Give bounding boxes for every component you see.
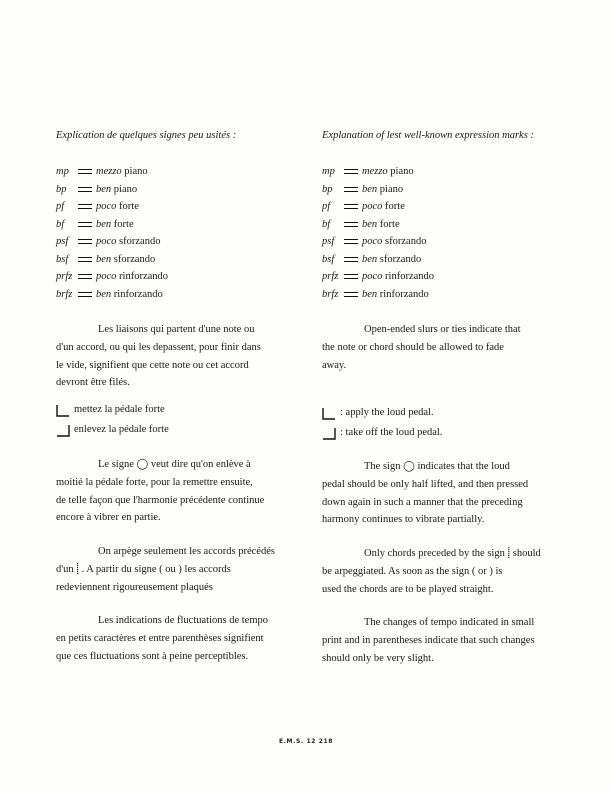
- equals-sign-icon: [344, 274, 358, 279]
- meaning-word: forte: [111, 218, 134, 230]
- abbreviation-meaning: [362, 271, 434, 282]
- abbreviation-meaning: [96, 184, 137, 195]
- equals-sign-icon: [344, 257, 358, 262]
- equals-sign-icon: [78, 222, 92, 227]
- right-half-pedal-paragraph: [322, 458, 557, 529]
- equals-sign-icon: [78, 239, 92, 244]
- abbreviation-mark: pf: [322, 201, 331, 212]
- right-half-pedal-line: pedal should be only half lifted, and then pressed: [322, 478, 529, 490]
- right-pedal-off-text: : take off the loud pedal.: [340, 427, 443, 438]
- left-tempo-paragraph: [56, 612, 289, 665]
- equals-sign-icon: [344, 169, 358, 174]
- equals-sign-icon: [78, 187, 92, 192]
- right-tempo-line: should only be very slight.: [322, 652, 434, 664]
- meaning-italic-word: ben: [96, 288, 112, 300]
- meaning-italic-word: ben: [362, 253, 378, 265]
- abbreviation-meaning: [96, 289, 163, 300]
- equals-sign-icon: [344, 292, 358, 297]
- abbreviation-meaning: [96, 236, 160, 247]
- meaning-word: piano: [377, 183, 404, 195]
- meaning-italic-word: poco: [362, 236, 383, 247]
- abbreviation-meaning: [362, 166, 414, 177]
- right-slurs-line: the note or chord should be allowed to fade: [322, 341, 504, 353]
- abbreviation-mark: bp: [322, 183, 333, 195]
- left-tempo-line: que ces fluctuations sont à peine perceptibles.: [56, 650, 249, 662]
- meaning-word: forte: [116, 201, 139, 212]
- abbreviation-meaning: [96, 166, 148, 177]
- abbreviation-mark: bsf: [322, 253, 335, 265]
- equals-sign-icon: [344, 239, 358, 244]
- abbreviation-meaning: [96, 254, 155, 265]
- meaning-italic-word: poco: [96, 271, 117, 282]
- equals-sign-icon: [78, 292, 92, 297]
- right-half-pedal-line: The sign ◯ indicates that the loud: [364, 461, 510, 472]
- abbreviation-mark: psf: [322, 236, 335, 247]
- left-pedal-on-text: mettez la pédale forte: [74, 404, 165, 415]
- left-arpeggio-line: redeviennent rigoureusement plaqués: [56, 581, 213, 593]
- abbreviation-mark: mp: [56, 166, 69, 177]
- pedal-down-icon: [56, 405, 70, 417]
- abbreviation-mark: bf: [322, 218, 331, 230]
- right-half-pedal-line: harmony continues to vibrate partially.: [322, 514, 485, 526]
- right-tempo-paragraph: [322, 614, 557, 667]
- meaning-italic-word: ben: [96, 253, 112, 265]
- left-half-pedal-line: moitié la pédale forte, pour la remettre ensuite,: [56, 476, 253, 488]
- left-arpeggio-paragraph: [56, 543, 289, 596]
- meaning-italic-word: mezzo: [362, 166, 388, 177]
- equals-sign-icon: [344, 204, 358, 209]
- meaning-italic-word: poco: [362, 271, 383, 282]
- abbreviation-meaning: [362, 254, 421, 265]
- abbreviation-meaning: [362, 236, 426, 247]
- left-arpeggio-line: On arpège seulement les accords précédés: [98, 546, 275, 557]
- meaning-word: sforzando: [111, 253, 156, 265]
- left-tempo-line: Les indications de fluctuations de tempo: [98, 615, 268, 626]
- right-slurs-line: Open-ended slurs or ties indicate that: [364, 324, 521, 335]
- meaning-italic-word: ben: [362, 218, 378, 230]
- abbreviation-mark: brfz: [322, 288, 339, 300]
- meaning-italic-word: poco: [96, 236, 117, 247]
- left-pedal-off-text: enlevez la pédale forte: [74, 424, 169, 435]
- meaning-word: rinforzando: [377, 288, 429, 300]
- meaning-word: sforzando: [116, 236, 161, 247]
- left-slurs-line: devront être filés.: [56, 377, 130, 389]
- right-arpeggio-line: used the chords are to be played straight.: [322, 583, 494, 595]
- abbreviation-mark: bf: [56, 218, 65, 230]
- equals-sign-icon: [78, 169, 92, 174]
- equals-sign-icon: [78, 274, 92, 279]
- meaning-italic-word: ben: [96, 183, 112, 195]
- left-half-pedal-line: de telle façon que l'harmonie précédente continue: [56, 494, 265, 506]
- right-arpeggio-line: Only chords preceded by the sign ⸽ should: [364, 548, 541, 559]
- left-half-pedal-line: Le signe ◯ veut dire qu'on enlève à: [98, 459, 251, 470]
- abbreviation-mark: prfz: [322, 271, 339, 282]
- abbreviation-mark: prfz: [56, 271, 73, 282]
- abbreviation-mark: mp: [322, 166, 335, 177]
- abbreviation-meaning: [362, 184, 403, 195]
- equals-sign-icon: [344, 222, 358, 227]
- meaning-word: rinforzando: [111, 288, 163, 300]
- abbreviation-mark: psf: [56, 236, 69, 247]
- abbreviation-mark: bp: [56, 183, 67, 195]
- pedal-down-icon: [322, 408, 336, 420]
- left-column-title: Explication de quelques signes peu usités :: [56, 130, 237, 141]
- meaning-word: sforzando: [377, 253, 422, 265]
- meaning-word: piano: [111, 183, 138, 195]
- right-pedal-on-text: : apply the loud pedal.: [340, 407, 434, 418]
- meaning-italic-word: poco: [96, 201, 117, 212]
- abbreviation-meaning: [96, 219, 134, 230]
- right-slurs-paragraph: [322, 321, 557, 374]
- left-tempo-line: en petits caractères et entre parenthèses signifient: [56, 632, 264, 644]
- meaning-word: piano: [121, 166, 148, 177]
- right-slurs-line: away.: [322, 359, 347, 371]
- meaning-word: piano: [387, 166, 414, 177]
- meaning-word: sforzando: [382, 236, 427, 247]
- abbreviation-mark: pf: [56, 201, 65, 212]
- meaning-word: rinforzando: [116, 271, 169, 282]
- meaning-word: forte: [377, 218, 400, 230]
- meaning-italic-word: mezzo: [96, 166, 122, 177]
- right-abbreviation-list: [322, 166, 572, 306]
- left-half-pedal-paragraph: [56, 456, 289, 527]
- meaning-italic-word: ben: [362, 288, 378, 300]
- abbreviation-meaning: [362, 201, 405, 212]
- meaning-word: forte: [382, 201, 405, 212]
- abbreviation-mark: brfz: [56, 288, 73, 300]
- equals-sign-icon: [78, 257, 92, 262]
- pedal-up-icon: [322, 428, 336, 440]
- left-slurs-line: Les liaisons qui partent d'une note ou: [98, 324, 255, 335]
- abbreviation-mark: bsf: [56, 253, 69, 265]
- meaning-italic-word: ben: [96, 218, 112, 230]
- meaning-word: rinforzando: [382, 271, 435, 282]
- abbreviation-meaning: [96, 201, 139, 212]
- right-tempo-line: print and in parentheses indicate that such changes: [322, 634, 535, 646]
- right-arpeggio-paragraph: [322, 545, 557, 598]
- equals-sign-icon: [344, 187, 358, 192]
- equals-sign-icon: [78, 204, 92, 209]
- abbreviation-meaning: [362, 289, 429, 300]
- pedal-up-icon: [56, 425, 70, 437]
- left-arpeggio-line: d'un ⸽ . A partir du signe ( ou ) les accords: [56, 563, 231, 575]
- right-column-title: Explanation of lest well-known expression marks :: [322, 130, 534, 141]
- left-half-pedal-line: encore à vibrer en partie.: [56, 512, 161, 524]
- abbreviation-meaning: [362, 219, 400, 230]
- meaning-italic-word: ben: [362, 183, 378, 195]
- right-tempo-line: The changes of tempo indicated in small: [364, 617, 535, 628]
- abbreviation-meaning: [96, 271, 168, 282]
- right-arpeggio-line: be arpeggiated. As soon as the sign ( or ) is: [322, 565, 503, 577]
- meaning-italic-word: poco: [362, 201, 383, 212]
- publisher-plate-number: E.M.S. 12 218: [278, 738, 334, 745]
- left-slurs-line: d'un accord, ou qui les depassent, pour finir dans: [56, 341, 261, 353]
- right-half-pedal-line: down again in such a manner that the preceding: [322, 496, 523, 508]
- left-slurs-paragraph: [56, 321, 289, 392]
- left-abbreviation-list: [56, 166, 306, 300]
- left-slurs-line: le vide, signifient que cette note ou cet accord: [56, 359, 249, 371]
